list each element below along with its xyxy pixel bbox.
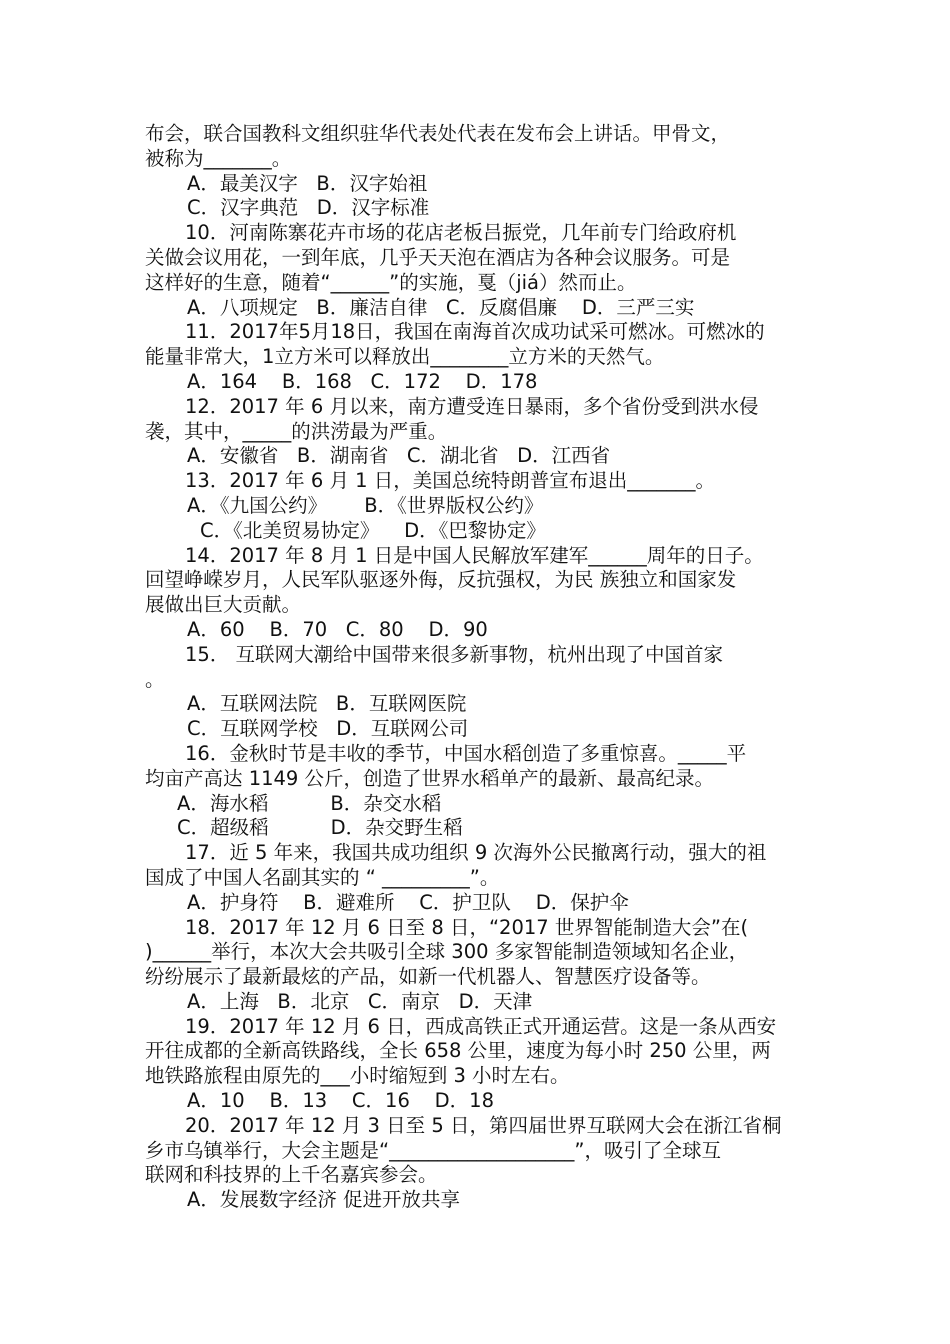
text-line: C．《北美贸易协定》 D．《巴黎协定》 — [200, 518, 546, 542]
text-line: A．上海 B．北京 C．南京 D．天津 — [187, 989, 533, 1013]
text-line: 15． 互联网大潮给中国带来很多新事物，杭州出现了中国首家 — [185, 642, 724, 666]
text-line: 回望峥嵘岁月，人民军队驱逐外侮，反抗强权，为民 族独立和国家发 — [145, 568, 737, 592]
text-line: A．164 B．168 C．172 D．178 — [187, 369, 538, 393]
text-line: 10．河南陈寨花卉市场的花店老板吕振党，几年前专门给政府机 — [185, 221, 737, 245]
document-page — [145, 122, 815, 1213]
text-line: 17．近 5 年来，我国共成功组织 9 次海外公民撤离行动，强大的祖 — [185, 841, 767, 865]
text-line: 国成了中国人名副其实的 “ _________”。 — [145, 865, 500, 889]
text-line: C．超级稻 D．杂交野生稻 — [177, 816, 463, 840]
text-line: C．汉字典范 D．汉字标准 — [187, 196, 430, 220]
text-line: 被称为_______。 — [145, 146, 292, 170]
text-line: 16．金秋时节是丰收的季节，中国水稻创造了多重惊喜。_____平 — [185, 741, 747, 765]
text-line: 袭，其中，_____的洪涝最为严重。 — [145, 419, 448, 443]
text-line: 12．2017 年 6 月以来，南方遭受连日暴雨，多个省份受到洪水侵 — [185, 394, 759, 418]
text-line: 18．2017 年 12 月 6 日至 8 日，“2017 世界智能制造大会”在( — [185, 915, 749, 939]
text-line: 关做会议用花，一到年底，几乎天天泡在酒店为各种会议服务。可是 — [145, 245, 731, 269]
text-line: 纷纷展示了最新最炫的产品，如新一代机器人、智慧医疗设备等。 — [145, 965, 711, 989]
text-line: C．互联网学校 D．互联网公司 — [187, 717, 469, 741]
text-line: 布会，联合国教科文组织驻华代表处代表在发布会上讲话。甲骨文， — [145, 122, 731, 145]
text-line: A．海水稻 B．杂交水稻 — [177, 791, 442, 815]
text-line: 14．2017 年 8 月 1 日是中国人民解放军建军______周年的日子。 — [185, 543, 764, 567]
text-line: 。 — [145, 667, 165, 691]
text-line: A．安徽省 B．湖南省 C．湖北省 D．江西省 — [187, 444, 611, 468]
text-line: 11．2017年5月18日，我国在南海首次成功试采可燃冰。可燃冰的 — [185, 320, 765, 344]
text-line: A．互联网法院 B．互联网医院 — [187, 692, 467, 716]
text-line: 13．2017 年 6 月 1 日，美国总统特朗普宣布退出_______。 — [185, 469, 715, 493]
text-line: 展做出巨大贡献。 — [145, 593, 302, 617]
text-line: 联网和科技界的上千名嘉宾参会。 — [145, 1163, 438, 1187]
text-line: 均亩产高达 1149 公斤，创造了世界水稻单产的最新、最高纪录。 — [145, 766, 715, 790]
text-line: 能量非常大，1立方米可以释放出________立方米的天然气。 — [145, 345, 665, 369]
text-line: A．护身符 B．避难所 C．护卫队 D．保护伞 — [187, 890, 629, 914]
text-line: A．《九国公约》 B．《世界版权公约》 — [187, 493, 544, 517]
text-line: A．60 B．70 C．80 D．90 — [187, 617, 488, 641]
text-line: 乡市乌镇举行，大会主题是“___________________”，吸引了全球互 — [145, 1138, 721, 1162]
text-line: A．最美汉字 B．汉字始祖 — [187, 171, 428, 195]
text-line: 这样好的生意，随着“______”的实施，戛（jiá）然而止。 — [145, 270, 637, 294]
text-line: A．10 B．13 C．16 D．18 — [187, 1089, 494, 1113]
text-line: )______举行，本次大会共吸引全球 300 多家智能制造领域知名企业， — [145, 940, 749, 964]
text-line: 19．2017 年 12 月 6 日，西成高铁正式开通运营。这是一条从西安 — [185, 1014, 777, 1038]
text-line: 地铁路旅程由原先的___小时缩短到 3 小时左右。 — [145, 1064, 570, 1088]
text-line: 开往成都的全新高铁路线，全长 658 公里，速度为每小时 250 公里，两 — [145, 1039, 771, 1063]
text-line: A．发展数字经济 促进开放共享 — [187, 1188, 461, 1212]
text-line: A．八项规定 B．廉洁自律 C．反腐倡廉 D．三严三实 — [187, 295, 695, 319]
text-line: 20．2017 年 12 月 3 日至 5 日，第四届世界互联网大会在浙江省桐 — [185, 1113, 782, 1137]
